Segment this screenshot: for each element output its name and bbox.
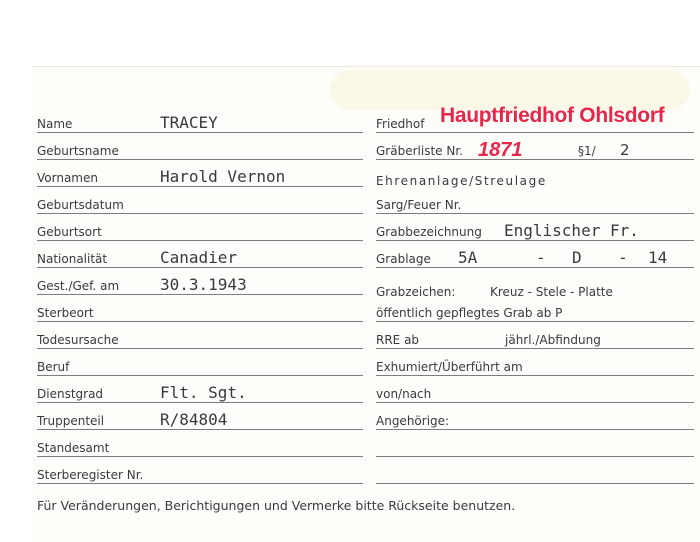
grablage-field: 5A xyxy=(458,248,478,267)
angehoerige-line-3 xyxy=(376,469,694,484)
field-geburtsort xyxy=(37,226,363,241)
grabzeichen-label: Grabzeichen: xyxy=(376,285,456,299)
angehoerige-line-2 xyxy=(376,442,694,457)
field-label: Geburtsname xyxy=(37,144,119,158)
field-label: Todesursache xyxy=(37,333,119,347)
field-label: Name xyxy=(37,117,73,131)
field-label: Geburtsdatum xyxy=(37,198,124,212)
field-label: Vornamen xyxy=(37,171,98,185)
field-label: RRE ab xyxy=(376,333,420,347)
field-exhumiert xyxy=(376,361,694,376)
field-label: Sterbeort xyxy=(37,306,94,320)
field-label: Friedhof xyxy=(376,117,425,131)
field-ehrenanlage: Ehrenanlage/Streulage xyxy=(376,174,547,188)
field-label: Exhumiert/Überführt am xyxy=(376,360,523,374)
field-beruf xyxy=(37,361,363,376)
field-label: Dienstgrad xyxy=(37,387,104,401)
field-value: Harold Vernon xyxy=(160,167,286,186)
field-sarg xyxy=(376,199,694,214)
field-value: TRACEY xyxy=(160,113,218,132)
field-rre xyxy=(376,334,694,349)
field-value: Englischer Fr. xyxy=(504,221,639,240)
field-label: Nationalität xyxy=(37,252,108,266)
field-sterberegister xyxy=(37,469,363,484)
grabzeichen-options: Kreuz - Stele - Platte xyxy=(490,285,613,299)
field-sterbeort xyxy=(37,307,363,322)
field-value: 30.3.1943 xyxy=(160,275,247,294)
field-label: von/nach xyxy=(376,387,432,401)
field-label: Grabbezeichnung xyxy=(376,225,482,239)
field-grabbezeichnung xyxy=(376,221,694,241)
field-value: Canadier xyxy=(160,248,238,267)
field-value: R/84804 xyxy=(160,410,228,429)
field-gestorben xyxy=(37,275,363,295)
field-todesursache xyxy=(37,334,363,349)
section-mark: §1/ xyxy=(578,144,596,158)
rre-options: jährl./Abfindung xyxy=(505,333,601,347)
grablage-number: 14 xyxy=(648,248,668,267)
field-label: Beruf xyxy=(37,360,70,374)
grablage-dash: - xyxy=(618,248,628,267)
field-label: Gest./Gef. am xyxy=(37,279,120,293)
field-dienstgrad xyxy=(37,383,363,403)
field-label: Sterberegister Nr. xyxy=(37,468,144,482)
field-gepflegt xyxy=(376,307,694,322)
graeberliste-number: 1871 xyxy=(478,139,523,161)
field-grablage xyxy=(376,248,694,268)
field-name xyxy=(37,113,363,133)
field-vornamen xyxy=(37,167,363,187)
field-von-nach xyxy=(376,388,694,403)
field-truppenteil xyxy=(37,410,363,430)
field-graeberliste xyxy=(376,141,694,160)
field-nationalitaet xyxy=(37,248,363,268)
field-standesamt xyxy=(37,442,363,457)
grablage-dash: - xyxy=(536,248,546,267)
field-label: Angehörige: xyxy=(376,414,450,428)
field-label: Grablage xyxy=(376,252,431,266)
field-angehoerige xyxy=(376,415,694,430)
field-value: Flt. Sgt. xyxy=(160,383,247,402)
field-label: Sarg/Feuer Nr. xyxy=(376,198,462,212)
field-geburtsdatum xyxy=(37,199,363,214)
field-label: Standesamt xyxy=(37,441,110,455)
field-label: öffentlich gepflegtes Grab ab P xyxy=(376,306,563,320)
field-label: Truppenteil xyxy=(37,414,105,428)
field-label: Geburtsort xyxy=(37,225,102,239)
grablage-row: D xyxy=(572,248,582,267)
footer-note: Für Veränderungen, Berichtigungen und Vermerke bitte Rückseite benutzen. xyxy=(37,498,516,513)
cemetery-stamp: Hauptfriedhof Ohlsdorf xyxy=(440,104,665,127)
field-label: Gräberliste Nr. xyxy=(376,144,463,158)
field-geburtsname xyxy=(37,145,363,160)
section-number: 2 xyxy=(620,141,630,159)
